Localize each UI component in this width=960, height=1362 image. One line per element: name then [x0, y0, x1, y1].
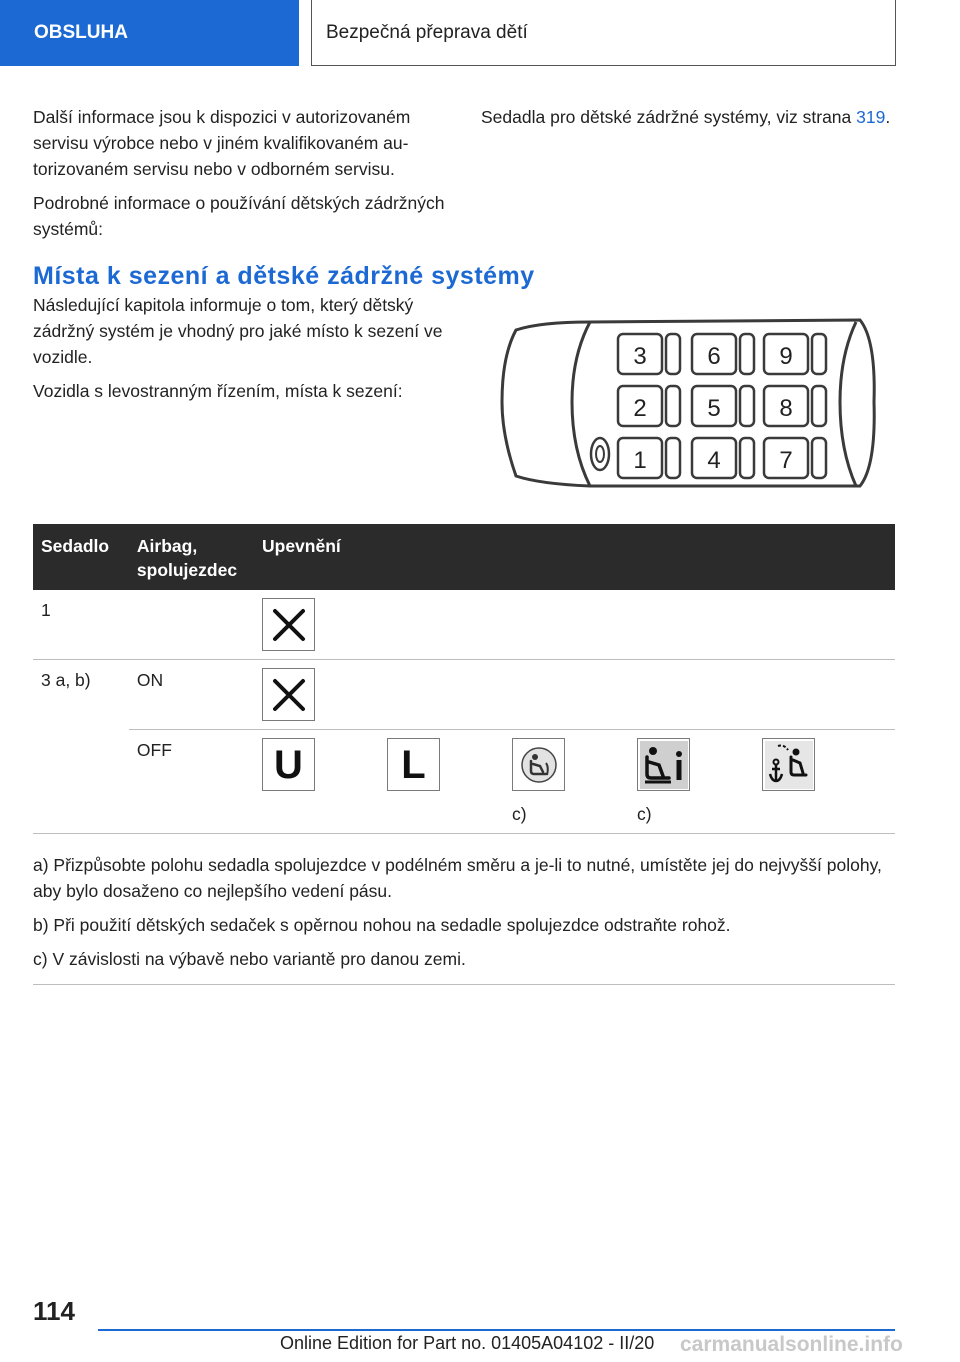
isofix-anchor-icon — [762, 738, 815, 791]
footnote-c: c) V závislosti na výbavě nebo variantě pro danou zemi. — [33, 949, 466, 969]
icon-letter: U — [274, 742, 303, 787]
not-permitted-icon — [262, 668, 315, 721]
seat-grid — [618, 334, 826, 478]
chapter-title: Bezpečná přeprava dětí — [326, 21, 528, 43]
seat-layout-diagram — [500, 316, 876, 490]
isofix-info-icon — [637, 738, 690, 791]
airbag-cell: ON — [129, 660, 254, 730]
seat-1 — [618, 438, 680, 478]
not-permitted-icon — [262, 598, 315, 651]
seat-cell: 1 — [33, 590, 129, 660]
paragraph: Další informace jsou k dispozici v autorizovaném servisu výrobce nebo v jiném kvalifikovaném autorizovaném servisu nebo v odborném servisu. — [33, 107, 411, 179]
paragraph: Vozidla s levostranným řízením, místa k sezení: — [33, 381, 403, 401]
seat-number: 8 — [779, 395, 793, 422]
table-row — [33, 660, 895, 730]
mounting-cell — [254, 730, 895, 834]
seat-cell: 3 a, b) — [41, 670, 91, 690]
icon-note — [762, 803, 887, 825]
paragraph — [481, 104, 901, 130]
section-label: OBSLUHA — [34, 22, 128, 43]
limited-l-icon — [387, 738, 440, 791]
seat-3 — [618, 334, 680, 374]
table-footnotes — [33, 852, 895, 985]
seat-number: 6 — [707, 343, 721, 370]
right-column — [481, 104, 901, 138]
header-seat: Sedadlo — [33, 524, 129, 590]
page-link[interactable]: 319 — [856, 107, 886, 127]
table-row — [33, 590, 895, 660]
left-column — [33, 104, 453, 250]
icon-note — [387, 803, 512, 825]
seat-number: 5 — [707, 395, 721, 422]
seat-number: 1 — [633, 447, 647, 474]
isize-seat-icon — [512, 738, 565, 791]
header-mounting: Upevnění — [254, 524, 895, 590]
section-tab — [0, 0, 299, 66]
mounting-cell — [254, 660, 895, 730]
seat-9 — [764, 334, 826, 374]
seat-number: 4 — [707, 447, 721, 474]
footer-rule — [98, 1329, 895, 1331]
seat-number: 2 — [633, 395, 647, 422]
rear-line — [840, 322, 856, 486]
seat-number: 3 — [633, 343, 647, 370]
windshield-line — [572, 322, 590, 486]
seat-2 — [618, 386, 680, 426]
header-airbag-label: Airbag, spolujezdec — [136, 536, 238, 580]
table-row — [33, 730, 895, 834]
seat-number: 7 — [779, 447, 793, 474]
paragraph: Následující kapitola informuje o tom, který dětský zádržný systém je vhodný pro jaké místo k sezení ve vozidle. — [33, 295, 443, 367]
paragraph: Podrobné informace o používání dětských zádržných systémů: — [33, 193, 445, 239]
seat-compatibility-table — [33, 524, 895, 834]
header-airbag — [129, 524, 254, 590]
mounting-cell — [254, 590, 895, 660]
seat-number: 9 — [779, 343, 793, 370]
section-intro — [33, 292, 453, 412]
icon-letter: L — [401, 742, 426, 787]
universal-u-icon — [262, 738, 315, 791]
chapter-header — [311, 0, 896, 66]
footnote-b: b) Při použití dětských sedaček s opěrnou nohou na sedadle spolujezdce odstraňte rohož. — [33, 915, 731, 935]
footer-edition: Online Edition for Part no. 01405A04102 - II/20 — [280, 1333, 655, 1353]
section-title: Místa k sezení a dětské zádržné systémy — [33, 262, 535, 290]
table-header-row — [33, 524, 895, 590]
icon-note — [262, 803, 387, 825]
airbag-cell — [129, 590, 254, 660]
seat-8 — [764, 386, 826, 426]
airbag-cell: OFF — [129, 730, 254, 834]
seat-5 — [692, 386, 754, 426]
seat-4 — [692, 438, 754, 478]
sentence-end: . — [885, 107, 891, 127]
footnote-a: a) Přizpůsobte polohu sedadla spolujezdce v podélném směru a je-li to nutné, umístěte jej do nejvyšší polohy, aby bylo dosaženo co nejlepšího vedení pásu. — [33, 855, 882, 901]
icon-note: c) — [512, 804, 527, 824]
seat-7 — [764, 438, 826, 478]
page-number: 114 — [33, 1296, 75, 1326]
cross-reference-text: Sedadla pro dětské zádržné systémy, viz strana — [481, 107, 852, 127]
seat-6 — [692, 334, 754, 374]
seat-cell — [33, 730, 129, 834]
steering-wheel-icon — [591, 438, 609, 470]
icon-note: c) — [637, 804, 652, 824]
watermark: carmanualsonline.info — [680, 1333, 903, 1356]
